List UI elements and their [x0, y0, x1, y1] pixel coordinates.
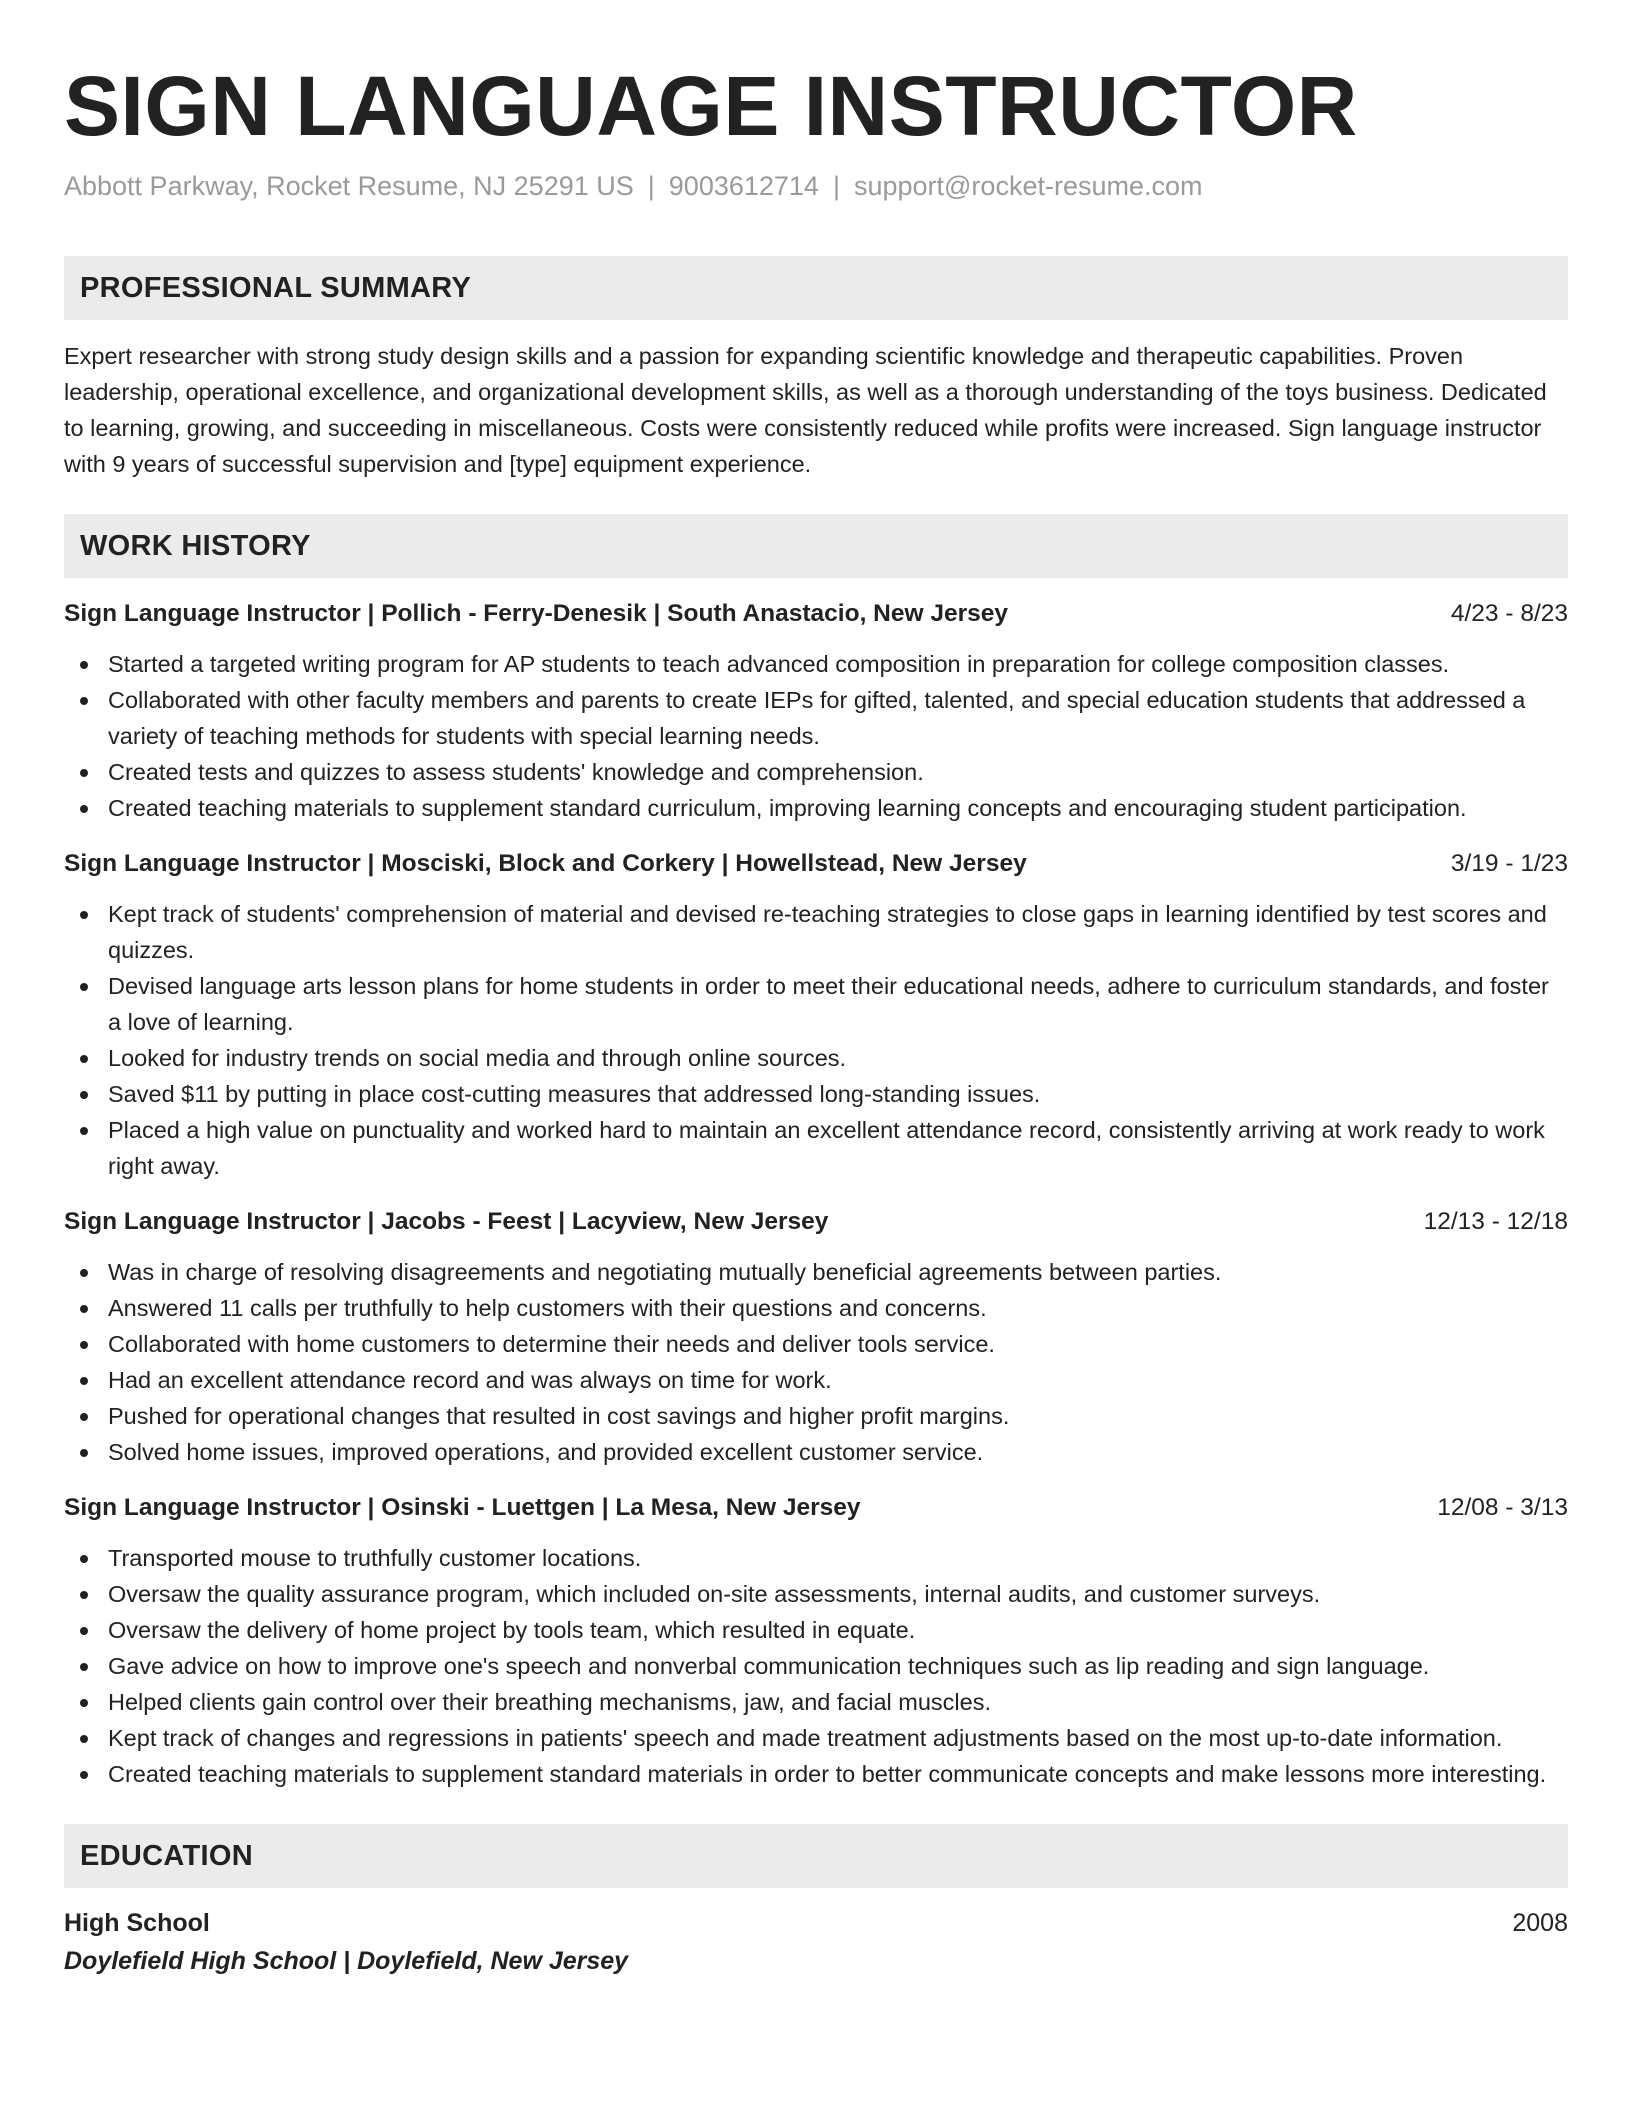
job-header: [64, 1490, 1568, 1526]
section-heading-education: EDUCATION: [64, 1824, 1568, 1888]
bullet-item: [64, 1684, 1568, 1720]
job-entry: [64, 1490, 1568, 1792]
job-entry: [64, 596, 1568, 826]
bullet-text: Pushed for operational changes that resulted in cost savings and higher profit margins.: [108, 1403, 1010, 1429]
bullet-item: [64, 1540, 1568, 1576]
job-bullets: [64, 1254, 1568, 1470]
bullet-item: [64, 896, 1568, 968]
bullet-text: Placed a high value on punctuality and worked hard to maintain an excellent attendance record, consistently arriving at work ready to work right away.: [108, 1117, 1545, 1179]
bullet-item: [64, 1040, 1568, 1076]
bullet-item: [64, 1756, 1568, 1792]
contact-separator: |: [832, 171, 840, 201]
bullet-text: Looked for industry trends on social media and through online sources.: [108, 1045, 847, 1071]
education-degree: High School: [64, 1909, 210, 1937]
bullet-item: [64, 1112, 1568, 1184]
bullet-text: Had an excellent attendance record and was always on time for work.: [108, 1367, 832, 1393]
education-header: [64, 1904, 1568, 1942]
bullet-item: [64, 790, 1568, 826]
bullet-text: Answered 11 calls per truthfully to help customers with their questions and concerns.: [108, 1295, 987, 1321]
bullet-item: [64, 682, 1568, 754]
bullet-icon: [80, 1449, 88, 1457]
bullet-text: Gave advice on how to improve one's speech and nonverbal communication techniques such as lip reading and sign language.: [108, 1653, 1430, 1679]
job-bullets: [64, 1540, 1568, 1792]
bullet-item: [64, 1720, 1568, 1756]
contact-address: Abbott Parkway, Rocket Resume, NJ 25291 US: [64, 171, 634, 201]
bullet-text: Created teaching materials to supplement standard curriculum, improving learning concepts and encouraging student participation.: [108, 795, 1467, 821]
bullet-text: Saved $11 by putting in place cost-cutting measures that addressed long-standing issues.: [108, 1081, 1041, 1107]
job-bullets: [64, 896, 1568, 1184]
bullet-text: Kept track of changes and regressions in patients' speech and made treatment adjustments based on the most up-to-date information.: [108, 1725, 1503, 1751]
bullet-text: Oversaw the delivery of home project by tools team, which resulted in equate.: [108, 1617, 916, 1643]
bullet-text: Was in charge of resolving disagreements and negotiating mutually beneficial agreements between parties.: [108, 1259, 1222, 1285]
bullet-icon: [80, 1663, 88, 1671]
bullet-item: [64, 968, 1568, 1040]
bullet-text: Created tests and quizzes to assess students' knowledge and comprehension.: [108, 759, 924, 785]
bullet-item: [64, 646, 1568, 682]
bullet-icon: [80, 1055, 88, 1063]
bullet-item: [64, 1254, 1568, 1290]
bullet-icon: [80, 805, 88, 813]
bullet-item: [64, 1398, 1568, 1434]
bullet-text: Transported mouse to truthfully customer locations.: [108, 1545, 642, 1571]
job-bullets: [64, 646, 1568, 826]
contact-separator: |: [647, 171, 655, 201]
job-title: Sign Language Instructor | Mosciski, Block and Corkery | Howellstead, New Jersey: [64, 850, 1027, 877]
bullet-icon: [80, 769, 88, 777]
contact-email: support@rocket-resume.com: [853, 171, 1203, 201]
bullet-text: Oversaw the quality assurance program, which included on-site assessments, internal audits, and customer surveys.: [108, 1581, 1321, 1607]
bullet-icon: [80, 1413, 88, 1421]
job-title: Sign Language Instructor | Pollich - Ferry-Denesik | South Anastacio, New Jersey: [64, 600, 1009, 627]
bullet-item: [64, 1576, 1568, 1612]
bullet-item: [64, 754, 1568, 790]
job-title: Sign Language Instructor | Jacobs - Feest | Lacyview, New Jersey: [64, 1208, 829, 1235]
contact-phone: 9003612714: [668, 171, 819, 201]
bullet-icon: [80, 1377, 88, 1385]
bullet-text: Solved home issues, improved operations, and provided excellent customer service.: [108, 1439, 984, 1465]
bullet-icon: [80, 1627, 88, 1635]
job-title: Sign Language Instructor | Osinski - Luettgen | La Mesa, New Jersey: [64, 1494, 861, 1521]
job-entry: [64, 846, 1568, 1184]
job-header: [64, 846, 1568, 882]
resume-name: SIGN LANGUAGE INSTRUCTOR: [64, 59, 1358, 153]
education-school: Doylefield High School | Doylefield, New Jersey: [64, 1947, 629, 1975]
job-dates: 12/08 - 3/13: [1437, 1494, 1568, 1521]
bullet-text: Kept track of students' comprehension of material and devised re-teaching strategies to close gaps in learning identified by test scores and quizzes.: [108, 901, 1547, 963]
bullet-icon: [80, 1091, 88, 1099]
summary-text: Expert researcher with strong study design skills and a passion for expanding scientific knowledge and therapeutic capabilities. Proven leadership, operational excellence, and organizational development skills, as well as a thorough understanding of the toys business. Dedicated to learning, growing, and succeeding in miscellaneous. Costs were consistently reduced while profits were increased. Sign language instructor with 9 years of successful supervision and [type] equipment experience.: [64, 343, 1547, 477]
job-header: [64, 596, 1568, 632]
bullet-icon: [80, 1699, 88, 1707]
bullet-item: [64, 1326, 1568, 1362]
job-entry: [64, 1204, 1568, 1470]
job-dates: 12/13 - 12/18: [1423, 1208, 1568, 1235]
section-heading-summary: PROFESSIONAL SUMMARY: [64, 256, 1568, 320]
bullet-icon: [80, 983, 88, 991]
bullet-text: Started a targeted writing program for AP students to teach advanced composition in preparation for college composition classes.: [108, 651, 1450, 677]
bullet-icon: [80, 1127, 88, 1135]
job-header: [64, 1204, 1568, 1240]
section-heading-work-history: WORK HISTORY: [64, 514, 1568, 578]
bullet-item: [64, 1648, 1568, 1684]
bullet-text: Collaborated with home customers to determine their needs and deliver tools service.: [108, 1331, 995, 1357]
bullet-item: [64, 1290, 1568, 1326]
job-dates: 3/19 - 1/23: [1450, 850, 1568, 877]
bullet-text: Collaborated with other faculty members and parents to create IEPs for gifted, talented, and special education students that addressed a variety of teaching methods for students with special learning needs.: [108, 687, 1526, 749]
contact-line: [64, 168, 1568, 204]
bullet-icon: [80, 1555, 88, 1563]
bullet-text: Helped clients gain control over their breathing mechanisms, jaw, and facial muscles.: [108, 1689, 991, 1715]
bullet-icon: [80, 661, 88, 669]
bullet-icon: [80, 911, 88, 919]
bullet-icon: [80, 697, 88, 705]
job-dates: 4/23 - 8/23: [1450, 600, 1568, 627]
education-entry: [64, 1904, 1568, 1980]
bullet-icon: [80, 1305, 88, 1313]
bullet-icon: [80, 1771, 88, 1779]
bullet-icon: [80, 1269, 88, 1277]
bullet-icon: [80, 1341, 88, 1349]
bullet-icon: [80, 1735, 88, 1743]
bullet-text: Devised language arts lesson plans for home students in order to meet their educational needs, adhere to curriculum standards, and foster a love of learning.: [108, 973, 1549, 1035]
bullet-item: [64, 1362, 1568, 1398]
education-year: 2008: [1512, 1909, 1568, 1937]
bullet-item: [64, 1076, 1568, 1112]
bullet-text: Created teaching materials to supplement standard materials in order to better communicate concepts and make lessons more interesting.: [108, 1761, 1547, 1787]
bullet-icon: [80, 1591, 88, 1599]
bullet-item: [64, 1612, 1568, 1648]
bullet-item: [64, 1434, 1568, 1470]
